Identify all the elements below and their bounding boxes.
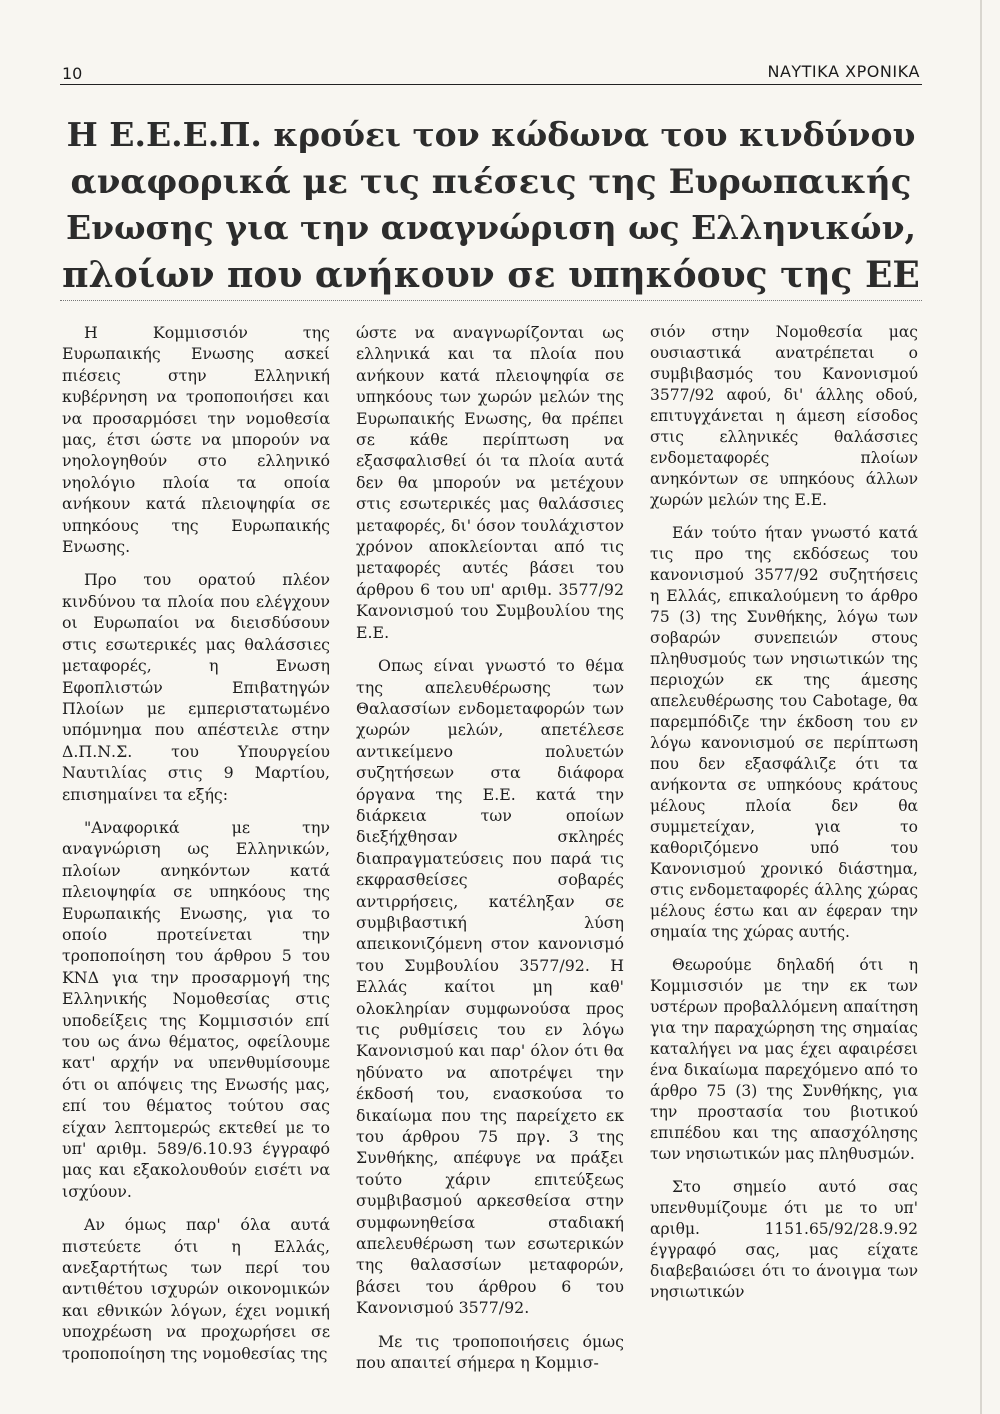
- headline-line: πλοίων που ανήκουν σε υπηκόους της ΕΕ: [62, 253, 920, 296]
- headline-line: Ενωσης για την αναγνώριση ως Ελληνικών,: [66, 208, 916, 247]
- headline-divider: [60, 300, 922, 301]
- paragraph: Εάν τούτο ήταν γνωστό κατά τις προ της εκδόσεως του κανονισμού 3577/92 συζητήσεις η Ελλάς, επικαλούμενη το άρθρο 75 (3) της Συνθήκης, λόγω των σοβαρών συνεπειών στους πληθυσμούς των νησιωτικών της περιοχών εκ της άμεσης απελευθέρωσης του Cabotage, θα παρεμπόδιζε την έκδοση του εν λόγω κανονισμού σε περίπτωση που δεν εξασφάλιζε ότι τα ανήκοντα σε υπηκόους κράτους μέλους πλοία δεν θα συμμετείχαν, για το καθοριζόμενο υπό του Κανονισμού χρονικό διάστημα, στις ενδομεταφορές άλλης χώρας μέλους έστω και αν έφεραν την σημαία της χώρας αυτής.: [650, 524, 918, 941]
- paragraph: Οπως είναι γνωστό το θέμα της απελευθέρωσης των Θαλασσίων ενδομεταφορών των χωρών μελών, απετέλεσε αντικείμενο πολυετών συζητήσεων στα διάφορα όργανα της Ε.Ε. κατά την διάρκεια των οποίων διεξήχθησαν σκληρές διαπραγματεύσεις που παρά τις εκφρασθείσες σοβαρές αντιρρήσεις, κατέληξαν σε συμβιβαστική λύση απεικονιζόμενη στον κανονισμό του Συμβουλίου 3577/92. Η Ελλάς καίτοι μη καθ' ολοκληρίαν συμφωνούσα προς τις ρυθμίσεις του εν λόγω Κανονισμού και παρ' όλον ότι θα ηδύνατο να αποτρέψει την έκδοσή του, ενασκούσα το δικαίωμα που της παρείχετο εκ του άρθρου 75 πργ. 3 της Συνθήκης, απέφυγε να πράξει τούτο χάριν επιτεύξεως συμβιβασμού αρκεσθείσα στην συμφωνηθείσα σταδιακή απελευθέρωση των εσωτερικών της θαλασσίων μεταφορών, βάσει του άρθρου 6 του Κανονισμού 3577/92.: [356, 656, 624, 1318]
- paragraph: Η Κομμισσιόν της Ευρωπαικής Ενωσης ασκεί πιέσεις στην Ελληνική κυβέρνηση να τροποποιήσει και να προσαρμόσει την νομοθεσία μας, έτσι ώστε να μπορούν να νηολογηθούν στο ελληνικό νηολόγιο πλοία τα οποία ανήκουν κατά πλειοψηφία σε υπηκόους της Ευρωπαικής Ενωσης.: [62, 323, 330, 557]
- page-header: [60, 58, 922, 85]
- article-column-2: [356, 322, 624, 1386]
- article-column-1: [62, 322, 330, 1376]
- headline-line: αναφορικά με τις πιέσεις της Ευρωπαικής: [70, 161, 912, 202]
- publication-title: ΝΑΥΤΙΚΑ ΧΡΟΝΙΚΑ: [767, 62, 920, 81]
- article-column-3: [650, 322, 918, 1315]
- paragraph: Προ του ορατού πλέον κινδύνου τα πλοία που ελέγχουν οι Ευρωπαίοι να διεισδύσουν στις εσωτερικές μας θαλάσσιες μεταφορές, η Ενωση Εφοπλιστών Επιβατηγών Πλοίων με εμπεριστατωμένο υπόμνημα που απέστειλε στην Δ.Π.Ν.Σ. του Υπουργείου Ναυτιλίας στις 9 Μαρτίου, επισημαίνει τα εξής:: [62, 570, 330, 804]
- headline-line: Η Ε.Ε.Ε.Π. κρούει τον κώδωνα του κινδύνου: [66, 115, 916, 154]
- page-number: 10: [62, 64, 83, 83]
- paragraph: Με τις τροποποιήσεις όμως που απαιτεί σήμερα η Κομμισ-: [356, 1331, 624, 1373]
- paragraph: Στο σημείο αυτό σας υπενθυμίζουμε ότι με το υπ' αριθμ. 1151.65/92/28.9.92 έγγραφό σας, μας είχατε διαβεβαιώσει ότι το άνοιγμα των νησιωτικών: [650, 1178, 918, 1301]
- paragraph: ώστε να αναγνωρίζονται ως ελληνικά και τα πλοία που ανήκουν κατά πλειοψηφία σε υπηκόους των χωρών μελών της Ευρωπαικής Ενωσης, θα πρέπει σε κάθε περίπτωση να εξασφαλισθεί όι τα πλοία αυτά δεν θα μπορούν να μετέχουν στις εσωτερικές μας θαλάσσιες μεταφορές, δι' όσον τουλάχιστον χρόνον αποκλείονται από τις μεταφορές αυτές βάσει του άρθρου 6 του υπ' αριθμ. 3577/92 Κανονισμού του Συμβουλίου της Ε.Ε.: [356, 323, 624, 642]
- paragraph: σιόν στην Νομοθεσία μας ουσιαστικά ανατρέπεται ο συμβιβασμός του Κανονισμού 3577/92 αφού, δι' άλλης οδού, επιτυγχάνεται η άμεση είσοδος στις ελληνικές θαλάσσιες ενδομεταφορές πλοίων ανηκόντων σε υπηκόους άλλων χωρών μελών της Ε.Ε.: [650, 323, 918, 509]
- paragraph: Αν όμως παρ' όλα αυτά πιστεύετε ότι η Ελλάς, ανεξαρτήτως των περί του αντιθέτου ισχυρών οικονομικών και εθνικών λόγων, έχει νομική υποχρέωση να προχωρήσει σε τροποποίηση της νομοθεσίας της: [62, 1215, 330, 1363]
- paragraph: "Αναφορικά με την αναγνώριση ως Ελληνικών, πλοίων ανηκόντων κατά πλειοψηφία σε υπηκόους της Ευρωπαικής Ενωσης, για το οποίο προτείνεται την τροποποίηση του άρθρου 5 του ΚΝΔ για την προσαρμογή της Ελληνικής Νομοθεσίας στις υποδείξεις της Κομμισσιόν επί του ως άνω θέματος, οφείλουμε κατ' αρχήν να υπενθυμίσουμε ότι οι απόψεις της Ενωσής μας, επί του θέματος τούτου σας είχαν λεπτομερώς εκτεθεί με το υπ' αριθμ. 589/6.10.93 έγγραφό μας και εξακολουθούν εισέτι να ισχύουν.: [62, 817, 330, 1201]
- paragraph: Θεωρούμε δηλαδή ότι η Κομμισσιόν με την εκ των υστέρων προβαλλόμενη απαίτηση για την παραχώρηση της σημαίας καταλήγει να μας έχει αφαιρέσει ένα δικαίωμα παρεχόμενο από το άρθρο 75 (3) της Συνθήκης, για την προστασία του βιοτικού επιπέδου και της απασχόλησης των νησιωτικών μας πληθυσμών.: [650, 956, 918, 1163]
- page-edge: [980, 0, 982, 1414]
- article-headline: [60, 112, 922, 298]
